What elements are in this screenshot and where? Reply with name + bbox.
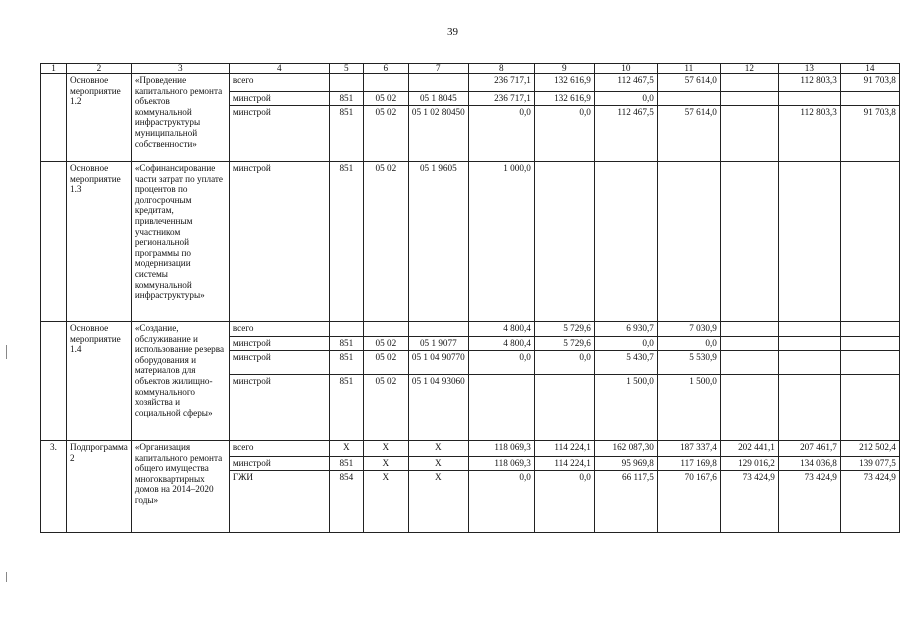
program-code: Подпрограмма 2 bbox=[67, 441, 132, 533]
code-cell: X bbox=[408, 457, 468, 471]
amount-cell: 0,0 bbox=[534, 106, 594, 162]
code-cell bbox=[363, 74, 408, 92]
code-cell: X bbox=[408, 471, 468, 533]
code-cell: 851 bbox=[329, 337, 363, 351]
amount-cell bbox=[840, 375, 899, 441]
header-cell: 6 bbox=[363, 64, 408, 74]
program-code: Основное мероприятие 1.4 bbox=[67, 322, 132, 441]
amount-cell: 112 803,3 bbox=[778, 106, 840, 162]
amount-cell: 118 069,3 bbox=[468, 441, 534, 457]
executor-cell: всего bbox=[229, 74, 329, 92]
program-code: Основное мероприятие 1.3 bbox=[67, 162, 132, 322]
code-cell: 05 02 bbox=[363, 351, 408, 375]
code-cell: 05 02 bbox=[363, 162, 408, 322]
row-index bbox=[41, 322, 67, 441]
row-index bbox=[41, 74, 67, 162]
amount-cell: 0,0 bbox=[468, 106, 534, 162]
code-cell: 05 1 8045 bbox=[408, 92, 468, 106]
amount-cell: 5 729,6 bbox=[534, 337, 594, 351]
amount-cell bbox=[720, 351, 778, 375]
amount-cell: 4 800,4 bbox=[468, 322, 534, 337]
amount-cell bbox=[778, 92, 840, 106]
header-cell: 7 bbox=[408, 64, 468, 74]
code-cell: 05 1 9605 bbox=[408, 162, 468, 322]
scan-artifact bbox=[6, 572, 7, 582]
header-cell: 13 bbox=[778, 64, 840, 74]
amount-cell: 4 800,4 bbox=[468, 337, 534, 351]
program-name: «Создание, обслуживание и использование резерва оборудования и материалов для объектов жилищно-коммунального хозяйства и социальной сферы» bbox=[131, 322, 229, 441]
code-cell: 854 bbox=[329, 471, 363, 533]
code-cell: X bbox=[363, 471, 408, 533]
amount-cell: 1 000,0 bbox=[468, 162, 534, 322]
header-cell: 8 bbox=[468, 64, 534, 74]
amount-cell: 5 729,6 bbox=[534, 322, 594, 337]
code-cell: 851 bbox=[329, 92, 363, 106]
amount-cell bbox=[778, 337, 840, 351]
amount-cell: 95 969,8 bbox=[594, 457, 657, 471]
amount-cell bbox=[594, 162, 657, 322]
amount-cell: 114 224,1 bbox=[534, 457, 594, 471]
amount-cell: 114 224,1 bbox=[534, 441, 594, 457]
amount-cell bbox=[840, 162, 899, 322]
amount-cell: 129 016,2 bbox=[720, 457, 778, 471]
header-cell: 4 bbox=[229, 64, 329, 74]
amount-cell: 7 030,9 bbox=[657, 322, 720, 337]
code-cell bbox=[329, 74, 363, 92]
amount-cell bbox=[778, 322, 840, 337]
executor-cell: минстрой bbox=[229, 92, 329, 106]
amount-cell bbox=[720, 74, 778, 92]
scan-artifact bbox=[6, 345, 7, 359]
amount-cell: 0,0 bbox=[534, 351, 594, 375]
amount-cell bbox=[657, 162, 720, 322]
code-cell: X bbox=[329, 441, 363, 457]
amount-cell: 0,0 bbox=[468, 351, 534, 375]
executor-cell: минстрой bbox=[229, 337, 329, 351]
amount-cell: 117 169,8 bbox=[657, 457, 720, 471]
amount-cell: 73 424,9 bbox=[720, 471, 778, 533]
amount-cell: 236 717,1 bbox=[468, 92, 534, 106]
amount-cell: 73 424,9 bbox=[840, 471, 899, 533]
row-index bbox=[41, 162, 67, 322]
amount-cell: 162 087,30 bbox=[594, 441, 657, 457]
amount-cell: 1 500,0 bbox=[657, 375, 720, 441]
header-cell: 3 bbox=[131, 64, 229, 74]
header-cell: 14 bbox=[840, 64, 899, 74]
code-cell bbox=[408, 322, 468, 337]
code-cell: X bbox=[408, 441, 468, 457]
amount-cell bbox=[534, 162, 594, 322]
amount-cell bbox=[468, 375, 534, 441]
header-cell: 1 bbox=[41, 64, 67, 74]
amount-cell: 57 614,0 bbox=[657, 106, 720, 162]
code-cell: 05 02 bbox=[363, 375, 408, 441]
header-cell: 9 bbox=[534, 64, 594, 74]
code-cell: 05 1 02 80450 bbox=[408, 106, 468, 162]
amount-cell bbox=[778, 162, 840, 322]
amount-cell: 0,0 bbox=[534, 471, 594, 533]
amount-cell: 5 430,7 bbox=[594, 351, 657, 375]
amount-cell bbox=[778, 351, 840, 375]
code-cell: 05 1 04 93060 bbox=[408, 375, 468, 441]
amount-cell bbox=[657, 92, 720, 106]
executor-cell: минстрой bbox=[229, 351, 329, 375]
amount-cell: 5 530,9 bbox=[657, 351, 720, 375]
code-cell: 05 02 bbox=[363, 92, 408, 106]
program-code: Основное мероприятие 1.2 bbox=[67, 74, 132, 162]
amount-cell bbox=[840, 322, 899, 337]
amount-cell: 118 069,3 bbox=[468, 457, 534, 471]
table-row bbox=[41, 322, 900, 337]
amount-cell: 70 167,6 bbox=[657, 471, 720, 533]
executor-cell: минстрой bbox=[229, 375, 329, 441]
code-cell bbox=[408, 74, 468, 92]
amount-cell bbox=[840, 351, 899, 375]
row-index: 3. bbox=[41, 441, 67, 533]
amount-cell bbox=[720, 322, 778, 337]
table-row bbox=[41, 441, 900, 457]
page-number: 39 bbox=[447, 26, 458, 38]
amount-cell: 91 703,8 bbox=[840, 106, 899, 162]
executor-cell: минстрой bbox=[229, 162, 329, 322]
code-cell bbox=[363, 322, 408, 337]
code-cell: 05 1 04 90770 bbox=[408, 351, 468, 375]
amount-cell: 0,0 bbox=[468, 471, 534, 533]
code-cell: 851 bbox=[329, 351, 363, 375]
code-cell: 851 bbox=[329, 106, 363, 162]
amount-cell: 236 717,1 bbox=[468, 74, 534, 92]
amount-cell: 0,0 bbox=[657, 337, 720, 351]
amount-cell: 202 441,1 bbox=[720, 441, 778, 457]
table-row bbox=[41, 162, 900, 322]
program-name: «Организация капитального ремонта общего имущества многоквартирных домов на 2014–2020 годы» bbox=[131, 441, 229, 533]
amount-cell: 1 500,0 bbox=[594, 375, 657, 441]
executor-cell: минстрой bbox=[229, 457, 329, 471]
executor-cell: всего bbox=[229, 322, 329, 337]
header-cell: 11 bbox=[657, 64, 720, 74]
code-cell: 05 02 bbox=[363, 106, 408, 162]
amount-cell: 132 616,9 bbox=[534, 74, 594, 92]
code-cell: 851 bbox=[329, 375, 363, 441]
amount-cell: 91 703,8 bbox=[840, 74, 899, 92]
amount-cell: 57 614,0 bbox=[657, 74, 720, 92]
amount-cell bbox=[778, 375, 840, 441]
amount-cell: 212 502,4 bbox=[840, 441, 899, 457]
executor-cell: минстрой bbox=[229, 106, 329, 162]
amount-cell: 132 616,9 bbox=[534, 92, 594, 106]
header-row bbox=[41, 64, 900, 74]
program-name: «Проведение капитального ремонта объектов коммунальной инфраструктуры муниципальной собственности» bbox=[131, 74, 229, 162]
amount-cell bbox=[720, 106, 778, 162]
amount-cell: 6 930,7 bbox=[594, 322, 657, 337]
header-cell: 10 bbox=[594, 64, 657, 74]
amount-cell: 112 803,3 bbox=[778, 74, 840, 92]
amount-cell: 112 467,5 bbox=[594, 74, 657, 92]
table-row bbox=[41, 74, 900, 92]
header-cell: 12 bbox=[720, 64, 778, 74]
header-cell: 5 bbox=[329, 64, 363, 74]
amount-cell bbox=[720, 337, 778, 351]
amount-cell: 134 036,8 bbox=[778, 457, 840, 471]
amount-cell: 0,0 bbox=[594, 337, 657, 351]
code-cell: X bbox=[363, 457, 408, 471]
amount-cell bbox=[720, 375, 778, 441]
amount-cell bbox=[840, 337, 899, 351]
executor-cell: всего bbox=[229, 441, 329, 457]
amount-cell: 66 117,5 bbox=[594, 471, 657, 533]
amount-cell: 0,0 bbox=[594, 92, 657, 106]
program-name: «Софинансирование части затрат по уплате процентов по долгосрочным кредитам, привлеченным участником региональной программы по модернизации системы коммунальной инфраструктуры» bbox=[131, 162, 229, 322]
amount-cell: 73 424,9 bbox=[778, 471, 840, 533]
code-cell: 851 bbox=[329, 162, 363, 322]
code-cell: 851 bbox=[329, 457, 363, 471]
amount-cell: 207 461,7 bbox=[778, 441, 840, 457]
amount-cell bbox=[720, 92, 778, 106]
code-cell bbox=[329, 322, 363, 337]
amount-cell bbox=[840, 92, 899, 106]
budget-table bbox=[40, 63, 900, 533]
amount-cell: 139 077,5 bbox=[840, 457, 899, 471]
amount-cell bbox=[534, 375, 594, 441]
code-cell: 05 1 9077 bbox=[408, 337, 468, 351]
amount-cell: 187 337,4 bbox=[657, 441, 720, 457]
amount-cell bbox=[720, 162, 778, 322]
executor-cell: ГЖИ bbox=[229, 471, 329, 533]
amount-cell: 112 467,5 bbox=[594, 106, 657, 162]
code-cell: 05 02 bbox=[363, 337, 408, 351]
code-cell: X bbox=[363, 441, 408, 457]
header-cell: 2 bbox=[67, 64, 132, 74]
